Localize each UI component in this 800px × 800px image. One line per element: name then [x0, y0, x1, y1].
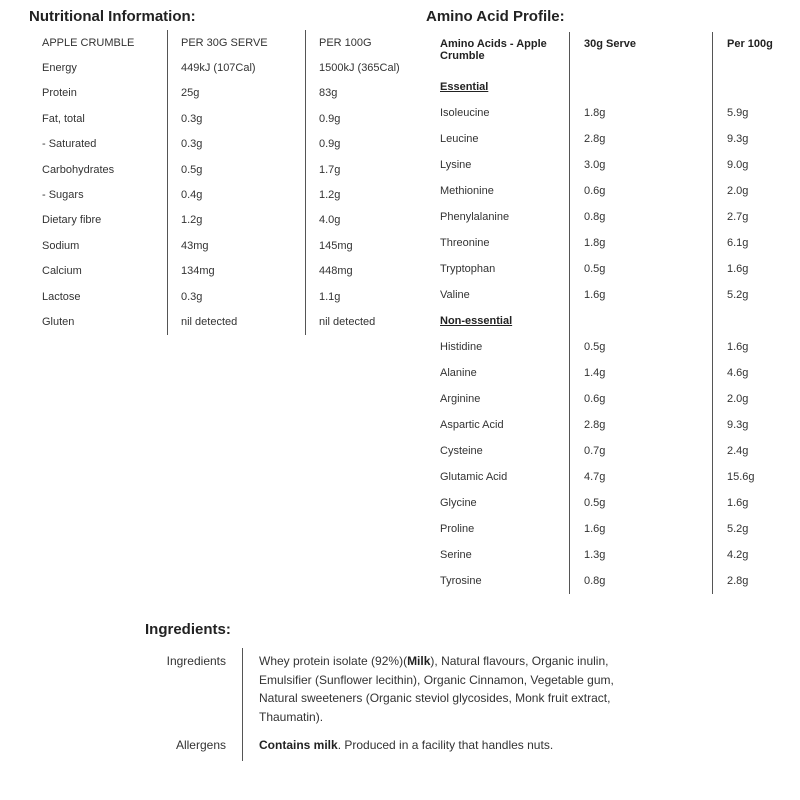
amino-name: Phenylalanine: [440, 211, 510, 223]
amino-name: Tryptophan: [440, 263, 496, 275]
amino-per-serve: 1.8g: [569, 230, 712, 256]
amino-table: [426, 32, 786, 594]
nutrient-name: Calcium: [42, 265, 82, 278]
amino-cell-empty: [712, 74, 786, 100]
nutrition-header-product: APPLE CRUMBLE: [42, 36, 135, 49]
amino-name: Proline: [440, 523, 475, 535]
amino-name: Valine: [440, 289, 470, 301]
amino-per-100g: 5.9g: [712, 100, 786, 126]
ingredients-table: [145, 648, 615, 761]
nutrient-per-100g: 1.7g: [305, 157, 414, 182]
amino-name: Cysteine: [440, 445, 483, 457]
amino-name: Arginine: [440, 393, 481, 405]
nutrient-name: Lactose: [42, 290, 81, 303]
amino-header-name: Amino Acids - Apple Crumble: [440, 38, 547, 62]
amino-per-100g: 15.6g: [712, 464, 786, 490]
nutrient-name: Energy: [42, 62, 77, 75]
amino-row-tryptophan: [426, 256, 786, 282]
amino-name: Aspartic Acid: [440, 419, 504, 431]
amino-essential-label: Essential: [440, 81, 489, 93]
amino-per-100g: 2.8g: [712, 568, 786, 594]
amino-per-100g: 4.2g: [712, 542, 786, 568]
amino-row-proline: [426, 516, 786, 542]
amino-name: Methionine: [440, 185, 494, 197]
nutrient-per-100g: 1.2g: [305, 182, 414, 207]
nutrient-per-100g: 1500kJ (365Cal): [305, 55, 414, 80]
amino-row-threonine: [426, 230, 786, 256]
amino-per-serve: 0.7g: [569, 438, 712, 464]
amino-per-serve: 2.8g: [569, 412, 712, 438]
allergens-text-post: . Produced in a facility that handles nuts.: [337, 738, 554, 752]
ingredients-value: [242, 648, 615, 732]
amino-title: Amino Acid Profile:: [426, 8, 565, 25]
nutrient-per-serve: 134mg: [167, 259, 305, 284]
nutrient-per-100g: 145mg: [305, 233, 414, 258]
amino-name: Isoleucine: [440, 107, 490, 119]
ingredients-text-pre: Whey protein isolate (92%)(: [259, 654, 408, 668]
nutrition-row-sugars: [29, 182, 414, 207]
ingredients-label: Ingredients: [166, 654, 226, 668]
ingredients-text-post: ), Natural flavours, Organic inulin, Emulsifier (Sunflower lecithin), Organic Cinnamon, Vegetable gum, Natural sweeteners (Organic steviol glycosides, Monk fruit extract, Thaumatin).: [259, 654, 614, 724]
nutrition-table: [29, 30, 414, 335]
nutrition-row-lactose: [29, 284, 414, 309]
nutrition-row-energy: [29, 55, 414, 80]
amino-per-serve: 2.8g: [569, 126, 712, 152]
amino-per-100g: 2.7g: [712, 204, 786, 230]
amino-name: Serine: [440, 549, 472, 561]
nutrient-per-100g: 1.1g: [305, 284, 414, 309]
amino-row-phenylalanine: [426, 204, 786, 230]
amino-row-arginine: [426, 386, 786, 412]
amino-header-row: [426, 32, 786, 74]
ingredients-title: Ingredients:: [145, 621, 231, 638]
amino-row-tyrosine: [426, 568, 786, 594]
amino-per-100g: 5.2g: [712, 516, 786, 542]
nutrient-per-serve: 43mg: [167, 233, 305, 258]
nutrient-per-100g: 0.9g: [305, 132, 414, 157]
amino-name: Alanine: [440, 367, 477, 379]
nutrient-name: Fat, total: [42, 112, 85, 125]
nutrient-per-serve: 0.5g: [167, 157, 305, 182]
amino-nonessential-label: Non-essential: [440, 315, 513, 327]
amino-row-leucine: [426, 126, 786, 152]
ingredients-row: [145, 648, 615, 732]
nutrient-per-100g: 0.9g: [305, 106, 414, 131]
amino-row-cysteine: [426, 438, 786, 464]
nutrient-per-serve: 0.3g: [167, 106, 305, 131]
amino-header-100g: Per 100g: [712, 32, 786, 74]
amino-per-100g: 6.1g: [712, 230, 786, 256]
amino-essential-section: [426, 74, 786, 100]
nutrient-per-serve: 0.3g: [167, 132, 305, 157]
nutrition-row-calcium: [29, 259, 414, 284]
nutrition-title: Nutritional Information:: [29, 8, 196, 25]
amino-row-glycine: [426, 490, 786, 516]
amino-row-aspartic-acid: [426, 412, 786, 438]
amino-per-100g: 1.6g: [712, 256, 786, 282]
nutrient-name: Carbohydrates: [42, 163, 115, 176]
amino-per-100g: 2.0g: [712, 386, 786, 412]
amino-per-100g: 4.6g: [712, 360, 786, 386]
amino-cell-empty: [712, 308, 786, 334]
allergens-text-bold: Contains milk: [259, 738, 338, 752]
nutrient-name: Protein: [42, 87, 77, 100]
nutrient-per-100g: nil detected: [305, 309, 414, 334]
amino-per-serve: 0.5g: [569, 256, 712, 282]
nutrition-header-serve: PER 30G SERVE: [167, 30, 305, 55]
nutrition-row-gluten: [29, 309, 414, 334]
nutrient-per-serve: 0.3g: [167, 284, 305, 309]
nutrient-per-serve: 0.4g: [167, 182, 305, 207]
amino-per-serve: 0.8g: [569, 204, 712, 230]
amino-per-serve: 0.6g: [569, 178, 712, 204]
amino-row-glutamic-acid: [426, 464, 786, 490]
amino-name: Glycine: [440, 497, 477, 509]
nutrient-per-serve: 25g: [167, 81, 305, 106]
amino-per-100g: 9.0g: [712, 152, 786, 178]
nutrient-per-serve: 1.2g: [167, 208, 305, 233]
nutrient-name: - Sugars: [42, 189, 84, 202]
amino-cell-empty: [569, 308, 712, 334]
amino-per-100g: 9.3g: [712, 412, 786, 438]
amino-per-serve: 0.5g: [569, 490, 712, 516]
amino-per-serve: 1.6g: [569, 516, 712, 542]
nutrient-name: Dietary fibre: [42, 214, 102, 227]
amino-per-serve: 1.3g: [569, 542, 712, 568]
amino-per-100g: 1.6g: [712, 334, 786, 360]
amino-per-100g: 9.3g: [712, 126, 786, 152]
nutrient-per-serve: nil detected: [167, 309, 305, 334]
amino-per-serve: 0.8g: [569, 568, 712, 594]
allergens-row: [145, 732, 615, 761]
nutrient-per-100g: 448mg: [305, 259, 414, 284]
amino-per-100g: 5.2g: [712, 282, 786, 308]
amino-per-serve: 1.4g: [569, 360, 712, 386]
nutrition-row-carbohydrates: [29, 157, 414, 182]
nutrient-per-100g: 83g: [305, 81, 414, 106]
amino-per-serve: 0.5g: [569, 334, 712, 360]
amino-row-methionine: [426, 178, 786, 204]
amino-essential-body: [426, 100, 786, 308]
nutrient-name: - Saturated: [42, 138, 97, 151]
nutrient-per-serve: 449kJ (107Cal): [167, 55, 305, 80]
amino-name: Lysine: [440, 159, 472, 171]
amino-per-serve: 3.0g: [569, 152, 712, 178]
amino-name: Tyrosine: [440, 575, 482, 587]
nutrition-row-fat-total: [29, 106, 414, 131]
nutrition-header-row: [29, 30, 414, 55]
ingredients-text-milk: Milk: [407, 654, 431, 668]
amino-name: Glutamic Acid: [440, 471, 508, 483]
amino-per-serve: 0.6g: [569, 386, 712, 412]
amino-per-serve: 1.8g: [569, 100, 712, 126]
nutrient-per-100g: 4.0g: [305, 208, 414, 233]
nutrition-row-saturated: [29, 132, 414, 157]
nutrient-name: Sodium: [42, 239, 80, 252]
amino-cell-empty: [569, 74, 712, 100]
amino-per-serve: 1.6g: [569, 282, 712, 308]
amino-row-isoleucine: [426, 100, 786, 126]
amino-name: Leucine: [440, 133, 479, 145]
nutrition-header-100g: PER 100G: [305, 30, 414, 55]
amino-per-serve: 4.7g: [569, 464, 712, 490]
nutrient-name: Gluten: [42, 315, 75, 328]
amino-row-serine: [426, 542, 786, 568]
amino-row-histidine: [426, 334, 786, 360]
amino-row-lysine: [426, 152, 786, 178]
amino-name: Threonine: [440, 237, 490, 249]
amino-row-valine: [426, 282, 786, 308]
amino-name: Histidine: [440, 341, 483, 353]
amino-nonessential-section: [426, 308, 786, 334]
amino-per-100g: 2.4g: [712, 438, 786, 464]
amino-nonessential-body: [426, 334, 786, 594]
amino-header-serve: 30g Serve: [569, 32, 712, 74]
allergens-value: [242, 732, 615, 761]
amino-row-alanine: [426, 360, 786, 386]
nutrition-body: [29, 55, 414, 334]
amino-per-100g: 1.6g: [712, 490, 786, 516]
nutrition-row-dietary-fibre: [29, 208, 414, 233]
nutrition-row-sodium: [29, 233, 414, 258]
amino-per-100g: 2.0g: [712, 178, 786, 204]
nutrition-row-protein: [29, 81, 414, 106]
allergens-label: Allergens: [175, 738, 226, 752]
